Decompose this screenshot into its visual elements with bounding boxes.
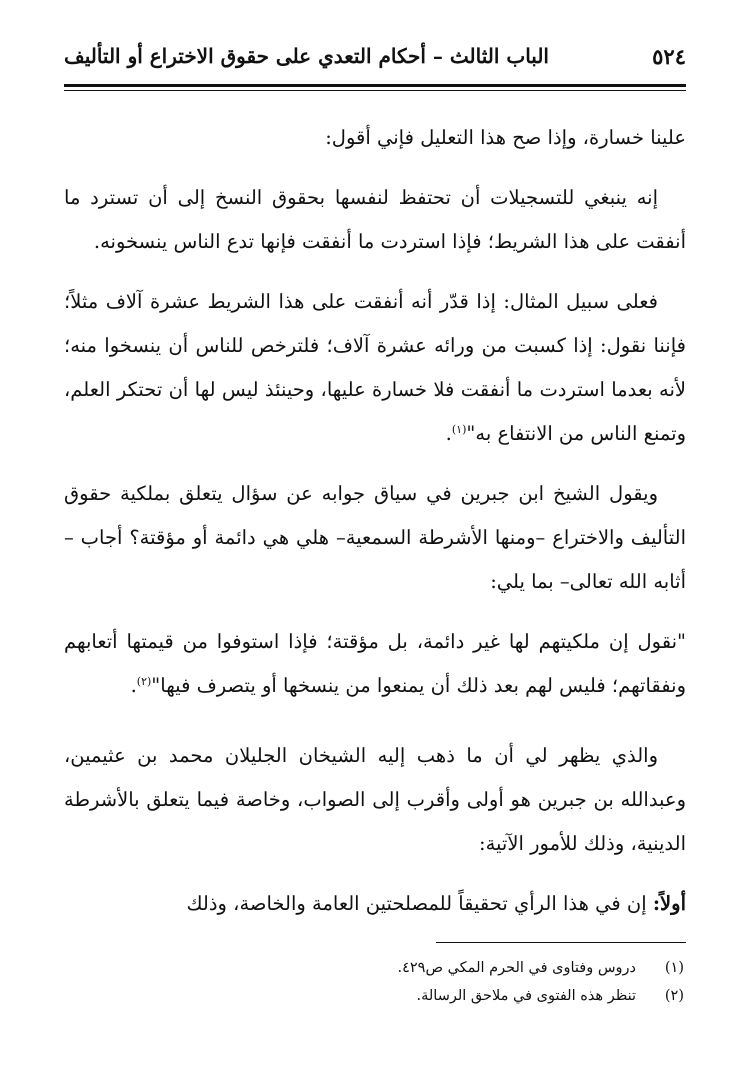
paragraph-7-text: إن في هذا الرأي تحقيقاً للمصلحتين العامة والخاصة، وذلك: [186, 892, 653, 915]
footnote-1: [64, 954, 684, 982]
header-rule-thin: [64, 90, 686, 91]
footnote-2-number: (٢): [664, 988, 684, 1004]
paragraph-3-text: فعلى سبيل المثال: إذا قدّر أنه أنفقت على هذا الشريط عشرة آلاف مثلاً؛ فإننا نقول: إذا كسبت من ورائه عشرة آلاف؛ فلترخص للناس أن ينسخوا منه؛ لأنه بعدما استردت ما أنفقت فلا خسارة عليها، وحينئذ ليس لها أن تحتكر العلم، وتمنع الناس من الانتفاع به": [64, 290, 686, 445]
body-text: [64, 116, 686, 942]
footnote-ref-2: (٢): [136, 675, 152, 688]
header-rule-thick: [64, 84, 686, 87]
paragraph-4: ويقول الشيخ ابن جبرين في سياق جوابه عن سؤال يتعلق بملكية حقوق التأليف والاختراع –ومنها الأشرطة السمعية– هلي هي دائمة أو مؤقتة؟ أجاب – أثابه الله تعالى– بما يلي:: [64, 482, 686, 593]
page-number: ٥٢٤: [652, 44, 686, 69]
paragraph-3: [64, 280, 686, 456]
paragraph-1: علينا خسارة، وإذا صح هذا التعليل فإني أقول:: [325, 126, 686, 149]
paragraph-5-text: "نقول إن ملكيتهم لها غير دائمة، بل مؤقتة؛ فإذا استوفوا من قيمتها أتعابهم ونفقاتهم؛ فليس لهم بعد ذلك أن يمنعوا من ينسخها أو يتصرف فيها": [64, 630, 686, 697]
paragraph-7-lead: أولاً:: [652, 892, 686, 915]
footnote-ref-1: (١): [451, 423, 467, 436]
footnote-1-number: (١): [664, 960, 684, 976]
paragraph-2: إنه ينبغي للتسجيلات أن تحتفظ لنفسها بحقوق النسخ إلى أن تسترد ما أنفقت على هذا الشريط؛ فإذا استردت ما أنفقت فإنها تدع الناس ينسخونه.: [64, 186, 686, 253]
footnote-2: [64, 982, 684, 1010]
paragraph-3-end: .: [445, 422, 452, 445]
footnote-separator: [436, 942, 686, 943]
footnote-2-text: تنظر هذه الفتوى في ملاحق الرسالة.: [416, 988, 636, 1004]
footnote-1-text: دروس وفتاوى في الحرم المكي ص٤٢٩.: [397, 960, 636, 976]
paragraph-7: [64, 882, 686, 926]
paragraph-6: والذي يظهر لي أن ما ذهب إليه الشيخان الجليلان محمد بن عثيمين، وعبدالله بن جبرين هو أولى وأقرب إلى الصواب، وخاصة فيما يتعلق بالأشرطة الدينية، وذلك للأمور الآتية:: [64, 744, 686, 855]
paragraph-5-end: .: [130, 674, 137, 697]
footnotes: [64, 954, 684, 1010]
page-header: [64, 40, 686, 74]
paragraph-5: [64, 620, 686, 708]
running-title: الباب الثالث – أحكام التعدي على حقوق الاختراع أو التأليف: [64, 44, 549, 68]
